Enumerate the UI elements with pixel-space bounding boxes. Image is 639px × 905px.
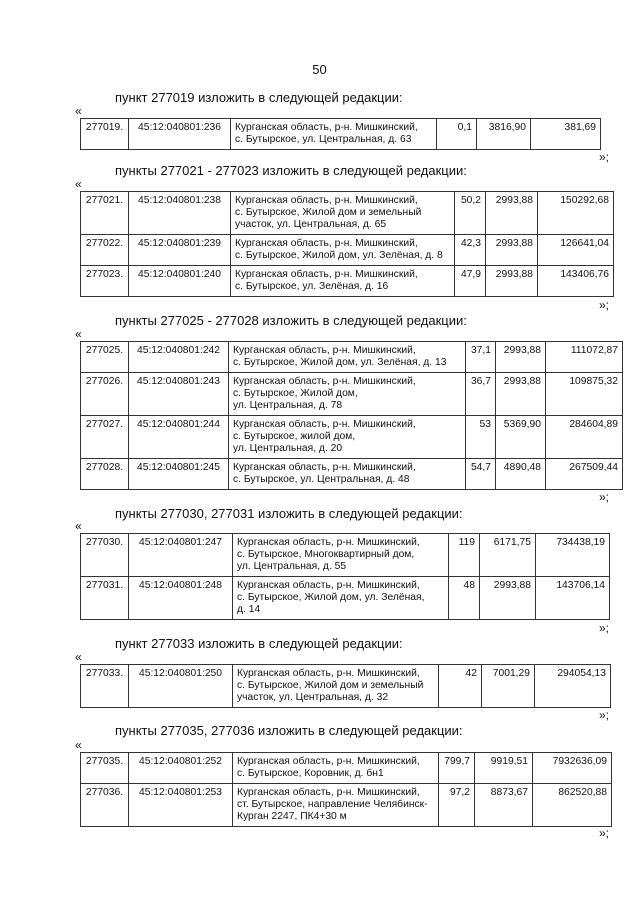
address-cell <box>229 342 466 373</box>
address-line: ст. Бутырское, направление Челябинск- <box>237 799 428 810</box>
address-line: Курган 2247, ПК4+30 м <box>237 811 347 822</box>
cadastral-number: 45:12:040801:248 <box>129 577 233 620</box>
open-quote: « <box>75 104 82 118</box>
row-number: 277023. <box>81 266 129 297</box>
section-heading: пункты 277021 - 277023 изложить в следующей редакции: <box>115 163 467 178</box>
address-line: Курганская область, р-н. Мишкинский, <box>233 419 416 430</box>
unit-price: 2993,88 <box>496 342 546 373</box>
open-quote: « <box>75 650 82 664</box>
address-line: с. Бутырское, Жилой дом, ул. Зелёная, <box>237 592 425 603</box>
area-value: 42 <box>439 665 482 708</box>
cadastral-number: 45:12:040801:244 <box>129 416 229 459</box>
area-value: 799,7 <box>439 753 475 784</box>
cadastral-number: 45:12:040801:236 <box>129 119 231 150</box>
area-value: 47,9 <box>455 266 486 297</box>
table-row <box>81 784 612 827</box>
address-cell <box>233 753 439 784</box>
cadastral-number: 45:12:040801:245 <box>129 459 229 490</box>
row-number: 277026. <box>81 373 129 416</box>
section-heading: пункты 277030, 277031 изложить в следующей редакции: <box>115 506 463 521</box>
total-value: 294054,13 <box>535 665 611 708</box>
row-number: 277033. <box>81 665 129 708</box>
table-row <box>81 753 612 784</box>
data-table <box>80 191 614 297</box>
area-value: 37,1 <box>466 342 496 373</box>
section-heading: пункт 277033 изложить в следующей редакции: <box>115 636 403 651</box>
table-row <box>81 192 614 235</box>
address-line: с. Бутырское, Многоквартирный дом, <box>237 549 415 560</box>
area-value: 48 <box>449 577 480 620</box>
cadastral-number: 45:12:040801:242 <box>129 342 229 373</box>
total-value: 734438,19 <box>536 534 610 577</box>
address-cell <box>229 373 466 416</box>
address-line: участок, ул. Центральная, д. 65 <box>235 219 387 230</box>
address-cell <box>231 266 455 297</box>
row-number: 277025. <box>81 342 129 373</box>
table-row <box>81 235 614 266</box>
table-row <box>81 416 623 459</box>
row-number: 277036. <box>81 784 129 827</box>
table-row <box>81 534 610 577</box>
open-quote: « <box>75 519 82 533</box>
data-table <box>80 533 610 620</box>
total-value: 126641,04 <box>538 235 614 266</box>
address-line: Курганская область, р-н. Мишкинский, <box>235 195 418 206</box>
address-line: Курганская область, р-н. Мишкинский, <box>237 668 420 679</box>
table-row <box>81 577 610 620</box>
address-line: ул. Центральная, д. 78 <box>233 400 343 411</box>
address-cell <box>233 784 439 827</box>
unit-price: 7001,29 <box>482 665 535 708</box>
area-value: 54,7 <box>466 459 496 490</box>
address-cell <box>231 119 437 150</box>
cadastral-number: 45:12:040801:243 <box>129 373 229 416</box>
address-line: с. Бутырское, Жилой дом и земельный <box>237 680 424 691</box>
close-quote: »; <box>598 490 609 504</box>
address-line: Курганская область, р-н. Мишкинский, <box>235 122 418 133</box>
unit-price: 2993,88 <box>480 577 536 620</box>
address-cell <box>229 459 466 490</box>
row-number: 277031. <box>81 577 129 620</box>
address-cell <box>229 416 466 459</box>
total-value: 7932636,09 <box>533 753 612 784</box>
cadastral-number: 45:12:040801:252 <box>129 753 233 784</box>
total-value: 862520,88 <box>533 784 612 827</box>
table-row <box>81 373 623 416</box>
cadastral-number: 45:12:040801:253 <box>129 784 233 827</box>
address-line: Курганская область, р-н. Мишкинский, <box>237 580 420 591</box>
total-value: 143406,76 <box>538 266 614 297</box>
unit-price: 4890,48 <box>496 459 546 490</box>
address-line: Курганская область, р-н. Мишкинский, <box>233 462 416 473</box>
row-number: 277030. <box>81 534 129 577</box>
address-line: с. Бутырское, ул. Центральная, д. 63 <box>235 134 412 145</box>
unit-price: 2993,88 <box>486 235 538 266</box>
table-row <box>81 665 611 708</box>
address-line: Курганская область, р-н. Мишкинский, <box>235 269 418 280</box>
address-cell <box>233 534 449 577</box>
open-quote: « <box>75 327 82 341</box>
address-line: с. Бутырское, Жилой дом и земельный <box>235 207 422 218</box>
close-quote: »; <box>598 708 609 722</box>
address-line: д. 14 <box>237 604 261 615</box>
row-number: 277027. <box>81 416 129 459</box>
cadastral-number: 45:12:040801:238 <box>129 192 231 235</box>
unit-price: 2993,88 <box>486 266 538 297</box>
address-cell <box>233 665 439 708</box>
unit-price: 9919,51 <box>475 753 533 784</box>
row-number: 277019. <box>81 119 129 150</box>
cadastral-number: 45:12:040801:239 <box>129 235 231 266</box>
table-row <box>81 266 614 297</box>
table-row <box>81 119 601 150</box>
total-value: 284604,89 <box>546 416 623 459</box>
address-cell <box>233 577 449 620</box>
section-heading: пункты 277035, 277036 изложить в следующей редакции: <box>115 723 463 738</box>
address-line: Курганская область, р-н. Мишкинский, <box>237 537 420 548</box>
address-line: с. Бутырское, жилой дом, <box>233 431 356 442</box>
total-value: 111072,87 <box>546 342 623 373</box>
open-quote: « <box>75 177 82 191</box>
address-line: ул. Центральная, д. 55 <box>237 561 347 572</box>
address-line: участок, ул. Центральная, д. 32 <box>237 692 389 703</box>
unit-price: 6171,75 <box>480 534 536 577</box>
address-cell <box>231 192 455 235</box>
cadastral-number: 45:12:040801:250 <box>129 665 233 708</box>
address-line: с. Бутырское, Жилой дом, <box>233 388 358 399</box>
address-line: с. Бутырское, Жилой дом, ул. Зелёная, д. 13 <box>233 357 447 368</box>
total-value: 150292,68 <box>538 192 614 235</box>
close-quote: »; <box>598 150 609 164</box>
total-value: 143706,14 <box>536 577 610 620</box>
unit-price: 2993,88 <box>496 373 546 416</box>
unit-price: 8873,67 <box>475 784 533 827</box>
address-line: Курганская область, р-н. Мишкинский, <box>235 238 418 249</box>
unit-price: 5369,90 <box>496 416 546 459</box>
address-line: с. Бутырское, ул. Центральная, д. 48 <box>233 474 410 485</box>
total-value: 381,69 <box>531 119 601 150</box>
page-number: 50 <box>312 62 327 77</box>
section-heading: пункты 277025 - 277028 изложить в следующей редакции: <box>115 313 467 328</box>
area-value: 0,1 <box>437 119 477 150</box>
data-table <box>80 752 612 827</box>
row-number: 277022. <box>81 235 129 266</box>
area-value: 97,2 <box>439 784 475 827</box>
area-value: 36,7 <box>466 373 496 416</box>
unit-price: 3816,90 <box>477 119 531 150</box>
close-quote: »; <box>598 826 609 840</box>
area-value: 50,2 <box>455 192 486 235</box>
table-row <box>81 459 623 490</box>
data-table <box>80 341 623 490</box>
section-heading: пункт 277019 изложить в следующей редакции: <box>115 90 403 105</box>
address-cell <box>231 235 455 266</box>
address-line: Курганская область, р-н. Мишкинский, <box>237 787 420 798</box>
address-line: с. Бутырское, Коровник, д. бн1 <box>237 768 384 779</box>
address-line: Курганская область, р-н. Мишкинский, <box>237 756 420 767</box>
unit-price: 2993,88 <box>486 192 538 235</box>
row-number: 277028. <box>81 459 129 490</box>
table-row <box>81 342 623 373</box>
total-value: 109875,32 <box>546 373 623 416</box>
data-table <box>80 118 601 150</box>
open-quote: « <box>75 738 82 752</box>
area-value: 42,3 <box>455 235 486 266</box>
area-value: 53 <box>466 416 496 459</box>
address-line: с. Бутырское, ул. Зелёная, д. 16 <box>235 281 389 292</box>
address-line: ул. Центральная, д. 20 <box>233 443 343 454</box>
close-quote: »; <box>598 621 609 635</box>
row-number: 277021. <box>81 192 129 235</box>
close-quote: »; <box>598 298 609 312</box>
cadastral-number: 45:12:040801:240 <box>129 266 231 297</box>
cadastral-number: 45:12:040801:247 <box>129 534 233 577</box>
address-line: с. Бутырское, Жилой дом, ул. Зелёная, д. 8 <box>235 250 443 261</box>
row-number: 277035. <box>81 753 129 784</box>
address-line: Курганская область, р-н. Мишкинский, <box>233 376 416 387</box>
address-line: Курганская область, р-н. Мишкинский, <box>233 345 416 356</box>
total-value: 267509,44 <box>546 459 623 490</box>
data-table <box>80 664 611 708</box>
area-value: 119 <box>449 534 480 577</box>
